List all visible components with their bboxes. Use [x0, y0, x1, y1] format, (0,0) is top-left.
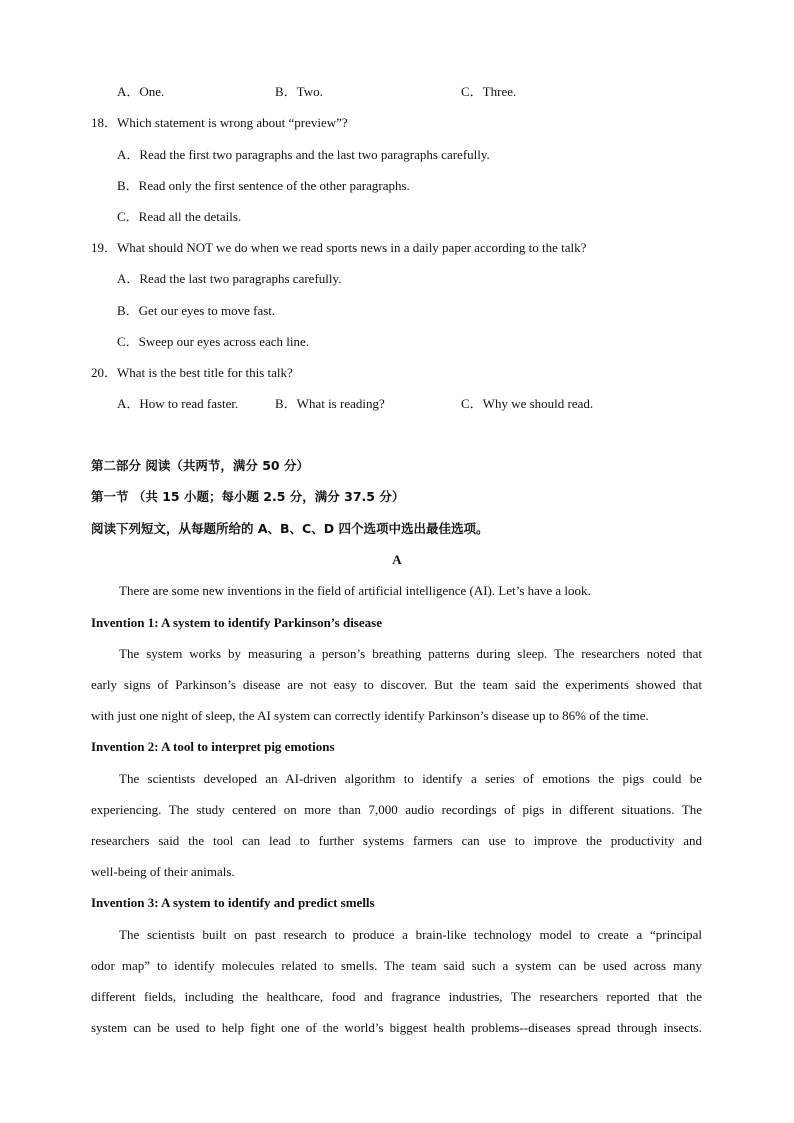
invention-2-title: Invention 2: A tool to interpret pig emotions	[91, 739, 335, 754]
part-title: 第二部分 阅读（共两节，满分 50 分）	[91, 458, 309, 473]
q19-option-b: B．Get our eyes to move fast.	[117, 303, 276, 318]
q19-option-c: C．Sweep our eyes across each line.	[117, 334, 310, 349]
paragraph-line: The scientists built on past research to produce a brain-like technology model to create a “principal	[119, 927, 702, 942]
q17-option-a: A．One.	[117, 84, 165, 99]
q18-option-b: B．Read only the first sentence of the other paragraphs.	[117, 178, 410, 193]
q17-option-b: B．Two.	[275, 84, 323, 99]
paragraph-line: system can be used to help fight one of the world’s biggest health problems--diseases spread through insects.	[91, 1020, 702, 1035]
q20-option-a: A．How to read faster.	[117, 396, 239, 411]
paragraph-line: The system works by measuring a person’s breathing patterns during sleep. The researchers noted that	[119, 646, 702, 661]
paragraph-line: odor map” to identify molecules related to smells. The team said such a system can be used across many	[91, 958, 702, 973]
q20-option-c: C．Why we should read.	[461, 396, 594, 411]
paragraph-line: researchers said the tool can lead to further systems farmers can use to improve the productivity and	[91, 833, 702, 848]
paragraph-line: early signs of Parkinson’s disease are not easy to discover. But the team said the experiments showed that	[91, 677, 702, 692]
instruction: 阅读下列短文，从每题所给的 A、B、C、D 四个选项中选出最佳选项。	[91, 521, 489, 536]
passage-intro: There are some new inventions in the field of artificial intelligence (AI). Let’s have a look.	[119, 583, 591, 598]
paragraph-line: different fields, including the healthcare, food and fragrance industries, The researchers reported that the	[91, 989, 702, 1004]
paragraph-line: The scientists developed an AI-driven algorithm to identify a series of emotions the pigs could be	[119, 771, 702, 786]
invention-1-title: Invention 1: A system to identify Parkinson’s disease	[91, 615, 382, 630]
q20-option-b: B．What is reading?	[275, 396, 385, 411]
q17-option-c: C．Three.	[461, 84, 517, 99]
q19-option-a: A．Read the last two paragraphs carefully.	[117, 271, 342, 286]
invention-3-title: Invention 3: A system to identify and predict smells	[91, 895, 375, 910]
q18-option-c: C．Read all the details.	[117, 209, 242, 224]
section-title: 第一节 （共 15 小题；每小题 2.5 分，满分 37.5 分）	[91, 489, 405, 504]
q20-stem: 20．What is the best title for this talk?	[91, 365, 293, 380]
paragraph-line: well-being of their animals.	[91, 864, 235, 879]
q18-option-a: A．Read the first two paragraphs and the last two paragraphs carefully.	[117, 147, 490, 162]
q19-stem: 19．What should NOT we do when we read sports news in a daily paper according to the talk?	[91, 240, 587, 255]
q18-stem: 18．Which statement is wrong about “preview”?	[91, 115, 348, 130]
paragraph-line: experiencing. The study centered on more than 7,000 audio recordings of pigs in different situations. The	[91, 802, 702, 817]
paragraph-line: with just one night of sleep, the AI system can correctly identify Parkinson’s disease up to 86% of the time.	[91, 708, 649, 723]
passage-label: A	[392, 552, 402, 567]
